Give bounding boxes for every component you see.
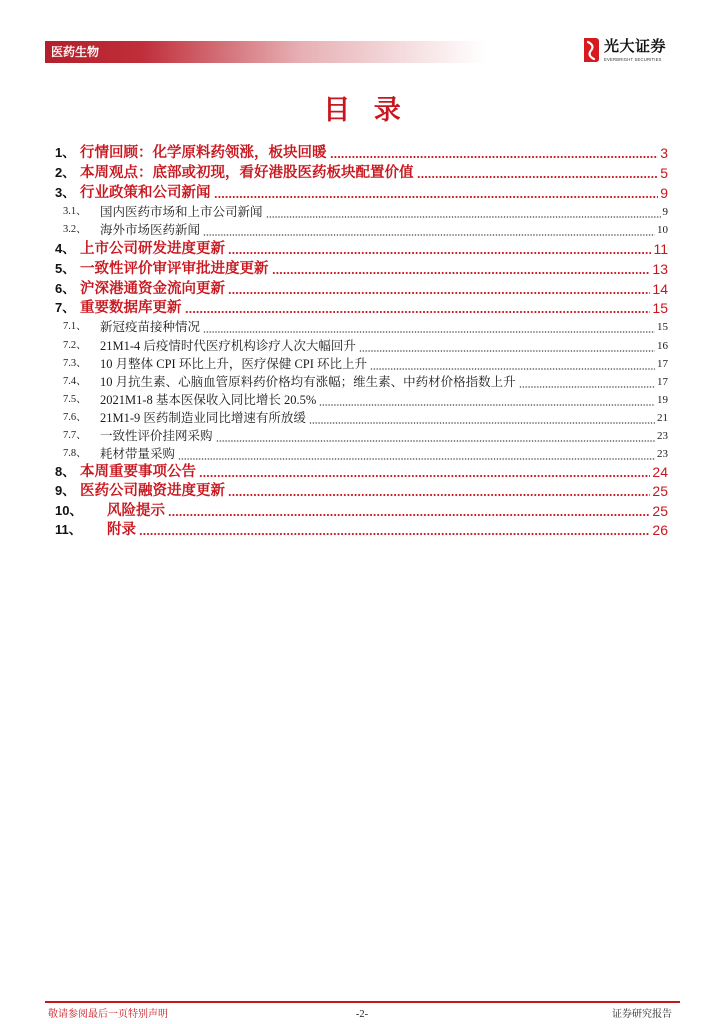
toc-leader-dots	[228, 240, 651, 258]
toc-entry-number: 7.1、	[63, 321, 87, 332]
toc-entry-page-number: 17	[657, 358, 668, 370]
toc-entry-page-number: 9	[662, 206, 668, 218]
toc-entry-number: 7、	[55, 300, 76, 315]
toc-leader-dots	[272, 260, 651, 278]
toc-entry-number: 7.7、	[63, 430, 87, 441]
footer-report-type: 证券研究报告	[612, 1009, 672, 1020]
toc-entry-title: 行业政策和公司新闻	[80, 185, 211, 201]
toc-section-link[interactable]	[55, 463, 668, 481]
toc-entry-number: 6、	[55, 281, 76, 296]
toc-entry-number: 2、	[55, 165, 76, 180]
toc-entry-title: 重要数据库更新	[80, 300, 182, 316]
toc-leader-dots	[359, 337, 655, 355]
toc-section-link[interactable]	[55, 521, 668, 539]
toc-entry-number: 7.8、	[63, 448, 87, 459]
toc-entry-number: 7.3、	[63, 358, 87, 369]
footer-disclaimer-note: 敬请参阅最后一页特别声明	[48, 1009, 168, 1020]
toc-section-link[interactable]	[55, 260, 668, 278]
toc-subsection-link[interactable]	[63, 318, 668, 336]
toc-section-link[interactable]	[55, 164, 668, 182]
toc-subsection-link[interactable]	[63, 337, 668, 355]
toc-subsection-link[interactable]	[63, 221, 668, 239]
toc-subsection-link[interactable]	[63, 391, 668, 409]
toc-entry-title: 新冠疫苗接种情况	[100, 320, 201, 334]
toc-entry-number: 8、	[55, 464, 76, 479]
toc-leader-dots	[199, 463, 650, 481]
toc-entry-title: 附录	[107, 522, 136, 538]
footer-divider	[45, 1001, 680, 1003]
toc-entry-page-number: 25	[652, 503, 668, 519]
toc-entry-number: 9、	[55, 483, 76, 498]
toc-section-link[interactable]	[55, 280, 668, 298]
toc-entry-title: 本周观点：底部或初现，看好港股医药板块配置价值	[80, 165, 414, 181]
toc-leader-dots	[203, 318, 655, 336]
toc-entry-title: 医药公司融资进度更新	[80, 483, 225, 499]
toc-entry-number: 3.1、	[63, 206, 87, 217]
toc-entry-number: 11、	[55, 522, 82, 537]
toc-entry-page-number: 3	[660, 145, 668, 161]
logo-english-name: EVERBRIGHT SECURITIES	[604, 57, 662, 62]
toc-subsection-link[interactable]	[63, 373, 668, 391]
toc-section-link[interactable]	[55, 299, 668, 317]
toc-entry-title: 一致性评价挂网采购	[100, 429, 213, 443]
toc-entry-title: 海外市场医药新闻	[100, 223, 201, 237]
toc-leader-dots	[519, 373, 655, 391]
toc-entry-number: 1、	[55, 145, 76, 160]
toc-subsection-link[interactable]	[63, 203, 668, 221]
toc-entry-page-number: 25	[652, 483, 668, 499]
toc-leader-dots	[216, 427, 655, 445]
toc-entry-title: 21M1-4 后疫情时代医疗机构诊疗人次大幅回升	[100, 339, 356, 353]
toc-entry-page-number: 21	[657, 412, 668, 424]
section-label: 医药生物	[51, 45, 100, 59]
toc-entry-page-number: 23	[657, 430, 668, 442]
toc-subsection-link[interactable]	[63, 355, 668, 373]
toc-entry-number: 7.2、	[63, 340, 87, 351]
toc-section-link[interactable]	[55, 482, 668, 500]
toc-subsection-link[interactable]	[63, 409, 668, 427]
toc-leader-dots	[203, 221, 655, 239]
toc-leader-dots	[319, 391, 655, 409]
toc-leader-dots	[185, 299, 651, 317]
toc-section-link[interactable]	[55, 184, 668, 202]
page-number: -2-	[355, 1009, 369, 1020]
toc-leader-dots	[139, 521, 650, 539]
toc-entry-page-number: 15	[652, 300, 668, 316]
toc-entry-number: 4、	[55, 241, 76, 256]
toc-entry-page-number: 23	[657, 448, 668, 460]
toc-entry-page-number: 10	[657, 224, 668, 236]
toc-entry-number: 7.4、	[63, 376, 87, 387]
toc-leader-dots	[228, 482, 650, 500]
toc-entry-page-number: 17	[657, 376, 668, 388]
toc-entry-page-number: 26	[652, 522, 668, 538]
toc-entry-page-number: 9	[660, 185, 668, 201]
toc-entry-page-number: 14	[652, 281, 668, 297]
toc-leader-dots	[168, 502, 650, 520]
toc-entry-page-number: 5	[660, 165, 668, 181]
toc-entry-page-number: 13	[652, 261, 668, 277]
toc-leader-dots	[370, 355, 655, 373]
toc-entry-title: 本周重要事项公告	[80, 464, 196, 480]
page-title: 目 录	[323, 95, 409, 125]
toc-entry-number: 7.6、	[63, 412, 87, 423]
toc-entry-title: 耗材带量采购	[100, 447, 176, 461]
toc-entry-number: 3、	[55, 185, 76, 200]
toc-entry-number: 7.5、	[63, 394, 87, 405]
toc-subsection-link[interactable]	[63, 427, 668, 445]
toc-leader-dots	[228, 280, 650, 298]
toc-section-link[interactable]	[55, 502, 668, 520]
toc-leader-dots	[417, 164, 659, 182]
toc-leader-dots	[266, 203, 661, 221]
toc-section-link[interactable]	[55, 240, 668, 258]
toc-leader-dots	[330, 144, 659, 162]
toc-section-link[interactable]	[55, 144, 668, 162]
toc-entry-title: 21M1-9 医药制造业同比增速有所放缓	[100, 411, 306, 425]
toc-entry-number: 10、	[55, 503, 83, 518]
logo-wordmark: 光大证券	[604, 38, 667, 55]
toc-entry-title: 国内医药市场和上市公司新闻	[100, 205, 263, 219]
toc-entry-page-number: 15	[657, 321, 668, 333]
toc-entry-title: 风险提示	[107, 503, 165, 519]
toc-entry-title: 沪深港通资金流向更新	[80, 281, 225, 297]
toc-entry-title: 上市公司研发进度更新	[80, 241, 225, 257]
toc-entry-title: 行情回顾：化学原料药领涨，板块回暖	[80, 145, 327, 161]
toc-leader-dots	[214, 184, 659, 202]
toc-entry-number: 5、	[55, 261, 76, 276]
toc-leader-dots	[309, 409, 655, 427]
toc-subsection-link[interactable]	[63, 445, 668, 463]
toc-leader-dots	[178, 445, 655, 463]
toc-entry-title: 10 月整体 CPI 环比上升，医疗保健 CPI 环比上升	[100, 357, 368, 371]
toc-entry-page-number: 16	[657, 340, 668, 352]
toc-entry-page-number: 11	[653, 241, 668, 257]
toc-entry-number: 3.2、	[63, 224, 87, 235]
toc-entry-page-number: 24	[652, 464, 668, 480]
toc-entry-title: 2021M1-8 基本医保收入同比增长 20.5%	[100, 393, 317, 407]
toc-entry-title: 10 月抗生素、心脑血管原料药价格均有涨幅；维生素、中药材价格指数上升	[100, 375, 516, 389]
toc-entry-title: 一致性评价审评审批进度更新	[80, 261, 269, 277]
toc-entry-page-number: 19	[657, 394, 668, 406]
